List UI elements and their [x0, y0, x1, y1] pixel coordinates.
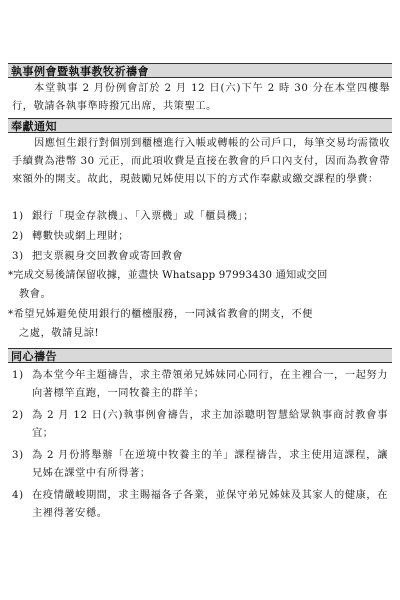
prayer-text: 在疫情嚴峻期間，求主賜福各子各業，並保守弟兄姊妹及其家人的健康，在主裡得著安穩。	[32, 490, 388, 519]
prayer-number: 4)	[12, 490, 24, 501]
prayer-item-3	[12, 447, 388, 487]
option-number: 3)	[12, 251, 24, 262]
receipt-note-line-2: 教會。	[19, 289, 52, 300]
offering-notice-text: 因應恒生銀行對個別到櫃檯進行入帳或轉帳的公司戶口，每筆交易均需徵收手續費為港幣 30 元正，而此項收費是直接在教會的戶口內支付，因而為教會帶來額外的開支。故此，現鼓勵兄姊使用以下的方式作奉獻或繳交課程的學費：	[12, 138, 390, 185]
prayer-text: 為 2 月份將舉辦「在逆境中牧養主的羊」課程禱告，求主使用這課程，讓兄姊在課堂中有所得著；	[32, 450, 388, 479]
section-heading-offering: 奉獻通知	[8, 118, 392, 133]
receipt-note-line-1: *完成交易後請保留收據，並盡快 Whatsapp 97993430 通知或交回	[8, 270, 328, 281]
counter-note-line-2: 之處，敬請見諒!	[19, 328, 100, 339]
meeting-notice-text: 本堂執事 2 月份例會訂於 2 月 12 日(六)下午 2 時 30 分在本堂四樓舉行，敬請各執事準時撥冗出席，共策聖工。	[12, 83, 390, 112]
prayer-text: 為 2 月 12 日(六)執事例會禱告，求主加添聰明智慧給眾執事商討教會事宜；	[32, 410, 388, 439]
section-heading-meeting: 執事例會暨執事教牧祈禱會	[8, 63, 392, 78]
prayer-number: 2)	[12, 410, 24, 421]
option-text: 把支票親身交回教會或寄回教會	[32, 251, 184, 262]
counter-note-line-1: *希望兄姊避免使用銀行的櫃檯服務，一同減省教會的開支，不便	[8, 309, 313, 320]
option-text: 銀行「現金存款機」、「入票機」或「櫃員機」；	[32, 211, 255, 222]
option-text: 轉數快或網上理財；	[32, 231, 130, 242]
option-number: 1)	[12, 211, 24, 222]
prayer-item-1	[12, 367, 388, 407]
prayer-number: 1)	[12, 370, 24, 381]
prayer-number: 3)	[12, 450, 24, 461]
option-number: 2)	[12, 231, 24, 242]
prayer-text: 為本堂今年主題禱告，求主帶領弟兄姊妹同心同行，在主裡合一，一起努力向著標竿直跑，一同牧養主的群羊；	[32, 370, 388, 399]
section-heading-prayer: 同心禱告	[8, 348, 392, 363]
prayer-item-4	[12, 487, 388, 527]
prayer-item-2	[12, 407, 388, 447]
